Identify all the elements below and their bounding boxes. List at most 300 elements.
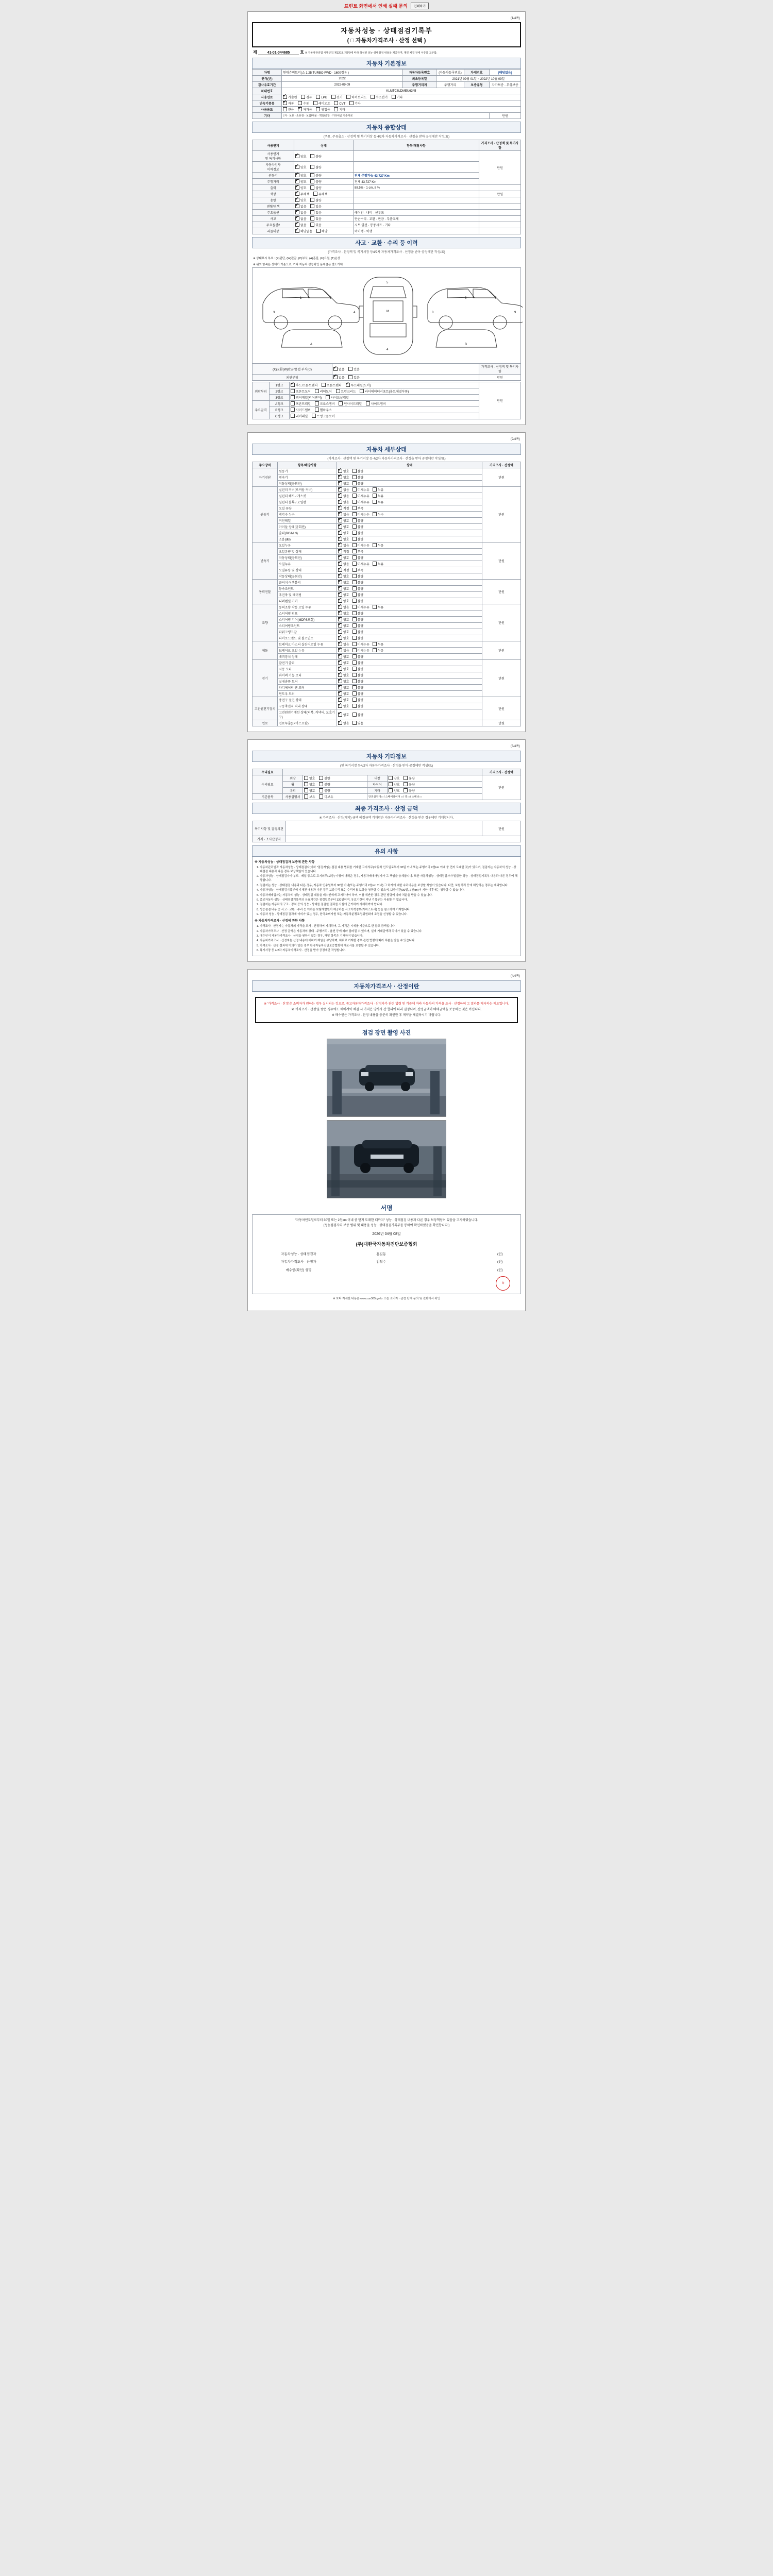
detail-option-없음[interactable]: ✔ 없음 [338,487,349,492]
detail-state-6-4[interactable] [337,685,482,691]
detail-option-없음[interactable]: ✔ 없음 [338,500,349,504]
checkbox-icon[interactable] [338,549,342,553]
detail-state-6-1[interactable] [337,666,482,672]
detail-option-양호[interactable]: ✔ 양호 [338,667,349,671]
detail-option-불량[interactable]: 불량 [352,660,364,665]
table-row [253,573,521,580]
checkbox-icon[interactable] [352,494,357,498]
detail-state-4-2[interactable] [337,617,482,623]
checkbox-icon[interactable] [352,721,357,725]
detail-option-부족[interactable]: 부족 [352,549,364,554]
detail-option-양호[interactable]: ✔ 양호 [338,679,349,684]
detail-option-불량[interactable]: 불량 [352,704,364,708]
accident-legend-state[interactable]: ✔ 없음 있음 [332,364,479,375]
checkbox-icon[interactable] [338,617,342,621]
checkbox-icon[interactable] [338,481,342,485]
checkbox-icon[interactable] [352,648,357,652]
checkbox-icon[interactable] [338,574,342,578]
detail-option-없음[interactable]: ✔ 없음 [338,543,349,548]
detail-item-4-3: 스티어링조인트 [278,623,337,629]
detail-state-5-2[interactable] [337,654,482,660]
trans-option-auto[interactable]: ✔ 자동 [283,101,294,106]
checkbox-icon[interactable] [352,549,357,553]
accident-rank-B-items[interactable]: 사이드멤버 휠하우스 [290,407,479,413]
accident-rank-C: C랭크 [270,413,290,419]
checkbox-icon[interactable] [373,562,377,566]
detail-option-적정[interactable]: ✔ 적정 [338,549,349,554]
detail-state-6-2[interactable] [337,672,482,679]
detail-option-불량[interactable]: 불량 [352,537,364,541]
other-row-2-opts2[interactable]: 양호 불량 [388,788,482,794]
print-button[interactable]: 인쇄하기 [411,3,429,9]
detail-state-1-3[interactable] [337,505,482,512]
detail-option-없음[interactable]: ✔ 없음 [338,642,349,647]
checkbox-icon[interactable] [352,611,357,615]
detail-option-적정[interactable]: ✔ 적정 [338,506,349,511]
checkbox-icon[interactable] [352,623,357,628]
table-row [268,1266,504,1274]
detail-state-8-0[interactable] [337,720,482,726]
detail-option-불량[interactable]: 불량 [352,685,364,690]
detail-option-미세누유[interactable]: 미세누유 [352,562,369,566]
detail-option-미세누유[interactable]: 미세누유 [352,494,369,498]
signature-title: 서명 [380,1204,393,1212]
detail-state-7-1[interactable] [337,703,482,709]
checkbox-icon[interactable] [352,524,357,529]
detail-option-누유[interactable]: 누유 [373,642,384,647]
overall-row-3-label: 주행거리 [253,179,294,185]
detail-option-누수[interactable]: 누수 [373,512,384,517]
other-row-1-opts2[interactable]: 양호 불량 [388,782,482,788]
detail-option-양호[interactable]: ✔ 양호 [338,531,349,535]
trans-option-cvt[interactable]: CVT [334,101,345,106]
detail-option-불량[interactable]: 불량 [352,611,364,616]
detail-state-3-1[interactable] [337,586,482,592]
detail-option-양호[interactable]: ✔ 양호 [338,574,349,579]
checkbox-icon[interactable] [338,630,342,634]
detail-option-부족[interactable]: 부족 [352,568,364,572]
checkbox-icon[interactable] [338,623,342,628]
other-extra: 안전삼각대 □ / 스페어타이어 □ / 잭 □ / 스패너 □ [367,794,482,800]
basic-value-etc-money: 만원 [490,113,521,119]
detail-option-불량[interactable]: 불량 [352,636,364,640]
detail-option-불량[interactable]: 불량 [352,475,364,480]
sign-row-0-value[interactable]: 홍길동 [376,1252,386,1257]
price-row-label: 특기사항 및 감정의견 [253,821,286,836]
trans-option-semi[interactable]: 세미오토 [313,101,330,106]
detail-option-양호[interactable]: ✔ 양호 [338,599,349,603]
checkbox-icon[interactable] [352,518,357,522]
detail-state-3-0[interactable] [337,580,482,586]
detail-option-양호[interactable]: ✔ 양호 [338,475,349,480]
detail-option-양호[interactable]: ✔ 양호 [338,481,349,486]
detail-option-미세누유[interactable]: 미세누유 [352,642,369,647]
detail-state-3-2[interactable] [337,592,482,598]
checkbox-icon[interactable] [338,611,342,615]
detail-option-누유[interactable]: 누유 [373,605,384,609]
detail-option-양호[interactable]: ✔ 양호 [338,660,349,665]
accident-rank-3-items[interactable]: 쿼터패널(리어펜더) 사이드실패널 [290,395,479,401]
checkbox-icon[interactable] [352,500,357,504]
accident-rank-A-items[interactable]: 프론트패널 크로스멤버 인사이드패널 사이드멤버 [290,401,479,407]
detail-option-불량[interactable]: 불량 [352,654,364,659]
checkbox-icon[interactable] [338,605,342,609]
checkbox-icon[interactable] [352,667,357,671]
overall-row-8-state[interactable]: ✔ 없음 있음 [294,210,354,216]
checkbox-icon[interactable] [338,654,342,658]
checkbox-icon[interactable] [352,660,357,665]
price-row-value[interactable] [286,821,482,836]
detail-option-누유[interactable]: 누유 [373,500,384,504]
checkbox-icon[interactable] [338,599,342,603]
detail-option-미세누유[interactable]: 미세누유 [352,500,369,504]
basic-value-vin: KLMTC6LDMEU6345 [282,88,521,94]
accident-rank-C-items[interactable]: 리어패널 트렁크플로어 [290,413,479,419]
detail-option-양호[interactable]: ✔ 양호 [338,636,349,640]
other-row-3-opts[interactable]: 보유 미보유 [303,794,367,800]
checkbox-icon[interactable] [373,512,377,516]
detail-state-6-5[interactable] [337,691,482,697]
detail-state-5-1[interactable] [337,648,482,654]
detail-option-양호[interactable]: ✔ 양호 [338,592,349,597]
detail-item-8-0: 연료누출(LP가스포함) [278,720,337,726]
overall-note-i [479,228,521,234]
detail-option-양호[interactable]: ✔ 양호 [338,586,349,591]
checkbox-icon[interactable] [352,506,357,510]
checkbox-icon[interactable] [338,555,342,560]
other-row-1-opts[interactable]: 양호 불량 [303,782,367,788]
checkbox-icon[interactable] [352,691,357,696]
detail-state-7-2[interactable] [337,709,482,720]
checkbox-icon[interactable] [352,673,357,677]
detail-option-양호[interactable]: ✔ 양호 [338,524,349,529]
accident-legend-state2[interactable]: ✔ 없음 있음 [332,375,479,381]
detail-option-불량[interactable]: 불량 [352,481,364,486]
checkbox-icon[interactable] [338,642,342,646]
checkbox-icon[interactable] [338,691,342,696]
table-row [253,679,521,685]
detail-state-6-0[interactable] [337,660,482,666]
table-row [253,666,521,672]
detail-option-없음[interactable]: ✔ 없음 [338,605,349,609]
detail-option-불량[interactable]: 불량 [352,630,364,634]
detail-option-양호[interactable]: ✔ 양호 [338,673,349,677]
checkbox-icon[interactable] [373,500,377,504]
caution-g2-list [260,925,518,953]
fuel-option-hybrid[interactable]: 하이브리드 [346,95,366,99]
detail-state-2-3[interactable] [337,561,482,567]
checkbox-icon[interactable] [338,524,342,529]
checkbox-icon[interactable] [352,617,357,621]
checkbox-icon[interactable] [373,642,377,646]
detail-state-1-1[interactable] [337,493,482,499]
checkbox-icon[interactable] [338,586,342,590]
price-row2-value[interactable] [286,836,521,842]
checkbox-icon[interactable] [338,580,342,584]
fuel-option-diesel[interactable]: 경유 [301,95,312,99]
detail-option-양호[interactable]: ✔ 양호 [338,698,349,702]
overall-row-10-label: 주요옵션2 [253,222,294,228]
checkbox-icon[interactable] [352,636,357,640]
detail-option-누유[interactable]: 누유 [373,562,384,566]
checkbox-icon[interactable] [338,562,342,566]
fuel-option-hydrogen[interactable]: 수소전기 [371,95,388,99]
checkbox-icon[interactable] [338,506,342,510]
checkbox-icon[interactable] [352,630,357,634]
usage-option-etc[interactable]: 기타 [334,107,345,112]
detail-option-불량[interactable]: 불량 [352,574,364,579]
fuel-option-electric[interactable]: 전기 [331,95,343,99]
checkbox-icon[interactable] [338,537,342,541]
detail-option-불량[interactable]: 불량 [352,580,364,585]
overall-row-11-state[interactable]: ✔ 해당없음 해당 [294,228,354,234]
checkbox-icon[interactable] [352,592,357,597]
checkbox-icon[interactable] [352,704,357,708]
detail-option-누유[interactable]: 누유 [373,648,384,653]
checkbox-icon[interactable] [338,494,342,498]
checkbox-icon[interactable] [338,487,342,492]
detail-option-미세누유[interactable]: 미세누유 [352,605,369,609]
usage-option-public[interactable]: 관용 [283,107,294,112]
checkbox-icon[interactable] [338,679,342,683]
checkbox-icon[interactable] [352,605,357,609]
detail-state-5-0[interactable] [337,641,482,648]
checkbox-icon[interactable] [352,537,357,541]
overall-row-0-state[interactable]: ✔양호 불량 [294,151,354,162]
detail-state-4-5[interactable] [337,635,482,641]
checkbox-icon[interactable] [338,713,342,717]
detail-option-부족[interactable]: 부족 [352,506,364,511]
detail-state-7-0[interactable] [337,697,482,703]
checkbox-icon[interactable] [338,636,342,640]
checkbox-icon[interactable] [338,721,342,725]
detail-state-3-3[interactable] [337,598,482,604]
overall-row-1-state[interactable]: ✔양호 불량 [294,162,354,173]
detail-option-양호[interactable]: ✔ 양호 [338,469,349,473]
detail-option-불량[interactable]: 불량 [352,617,364,622]
overall-row-5-state[interactable]: ✔ 무채색 유채색 [294,191,354,197]
detail-option-미세누유[interactable]: 미세누유 [352,543,369,548]
caution-g1-title: ※ 자동차성능 · 상태점검자 보증에 관한 사항 [255,861,315,864]
detail-option-불량[interactable]: 불량 [352,592,364,597]
overall-row-1-detail [354,162,479,173]
usage-option-business[interactable]: 영업용 [316,107,330,112]
detail-state-1-2[interactable] [337,499,482,505]
overall-row-9-state[interactable]: ✔ 없음 있음 [294,216,354,222]
accident-rank-1-items[interactable]: ✔ 후드/프론트펜더 프론트펜더 ✔ 루프패널(도어) [290,382,479,388]
checkbox-icon[interactable] [352,481,357,485]
checkbox-icon[interactable] [352,599,357,603]
table-row [253,555,521,561]
checkbox-icon[interactable] [352,654,357,658]
checkbox-icon[interactable] [352,555,357,560]
detail-item-4-4: 파워크랭크암 [278,629,337,635]
detail-option-미세누유[interactable]: 미세누유 [352,487,369,492]
detail-state-1-7[interactable] [337,530,482,536]
checkbox-icon[interactable] [352,713,357,717]
fuel-option-etc[interactable]: 기타 [392,95,403,99]
checkbox-icon[interactable] [338,543,342,547]
detail-option-양호[interactable]: ✔ 양호 [338,704,349,708]
checkbox-icon[interactable] [352,580,357,584]
other-row-2-opts[interactable]: 양호 불량 [303,788,367,794]
checkbox-icon[interactable] [373,605,377,609]
detail-option-양호[interactable]: ✔ 양호 [338,623,349,628]
detail-option-없음[interactable]: ✔ 없음 [338,562,349,566]
detail-option-불량[interactable]: 불량 [352,673,364,677]
detail-state-1-0[interactable] [337,487,482,493]
detail-state-1-6[interactable] [337,524,482,530]
detail-option-없음[interactable]: ✔ 없음 [338,512,349,517]
fuel-option-gasoline[interactable]: ✔ 가솔린 [283,95,297,99]
overall-row-2-state[interactable]: ✔ 양호 불량 [294,173,354,179]
checkbox-icon[interactable] [338,475,342,479]
checkbox-icon[interactable] [373,494,377,498]
checkbox-icon[interactable] [352,698,357,702]
detail-option-누유[interactable]: 누유 [373,494,384,498]
detail-state-2-1[interactable] [337,549,482,555]
checkbox-icon[interactable] [352,574,357,578]
detail-option-불량[interactable]: 불량 [352,691,364,696]
detail-state-2-5[interactable] [337,573,482,580]
checkbox-icon[interactable] [338,685,342,689]
other-row-0-opts2[interactable]: 양호 불량 [388,775,482,782]
detail-option-양호[interactable]: ✔양호 [338,713,349,717]
checkbox-icon[interactable] [338,568,342,572]
checkbox-icon[interactable] [338,518,342,522]
detail-option-불량[interactable]: 불량 [352,667,364,671]
detail-state-4-0[interactable] [337,604,482,611]
detail-state-1-8[interactable] [337,536,482,543]
checkbox-icon[interactable] [352,685,357,689]
checkbox-icon[interactable] [338,469,342,473]
usage-option-private[interactable]: ✔ 자가용 [298,107,312,112]
detail-state-0-2[interactable] [337,481,482,487]
detail-option-있음[interactable]: 있음 [352,721,364,725]
detail-state-4-3[interactable] [337,623,482,629]
sheet-page-4 [247,969,526,1311]
sign-row-1-value[interactable]: 김철수 [376,1260,386,1264]
checkbox-icon[interactable] [352,531,357,535]
detail-option-불량[interactable]: 불량 [352,555,364,560]
detail-option-누유[interactable]: 누유 [373,543,384,548]
checkbox-icon[interactable] [338,704,342,708]
detail-option-양호[interactable]: ✔ 양호 [338,685,349,690]
detail-option-없음[interactable]: ✔ 없음 [338,494,349,498]
detail-option-양호[interactable]: ✔ 양호 [338,654,349,659]
detail-state-2-0[interactable] [337,543,482,549]
checkbox-icon[interactable] [373,648,377,652]
detail-state-6-3[interactable] [337,679,482,685]
detail-option-양호[interactable]: ✔ 양호 [338,630,349,634]
checkbox-icon[interactable] [352,487,357,492]
basic-label-warranty: 보증유형 [464,82,490,88]
detail-state-4-1[interactable] [337,611,482,617]
checkbox-icon[interactable] [338,667,342,671]
overall-row-10-state[interactable]: ✔ 없음 있음 [294,222,354,228]
other-row-0-opts[interactable]: 양호 불량 [303,775,367,782]
overall-row-3-state[interactable]: ✔ 양호 불량 [294,179,354,185]
detail-option-미세누수[interactable]: 미세누수 [352,512,369,517]
detail-option-불량[interactable]: 불량 [352,518,364,523]
detail-option-불량[interactable]: 불량 [352,698,364,702]
detail-option-불량[interactable]: 불량 [352,599,364,603]
detail-state-1-5[interactable] [337,518,482,524]
checkbox-icon[interactable] [352,469,357,473]
overall-row-6-state[interactable]: ✔ 양호 불량 [294,197,354,204]
checkbox-icon[interactable] [338,660,342,665]
detail-option-양호[interactable]: ✔ 양호 [338,518,349,523]
trans-option-etc[interactable]: 기타 [349,101,361,106]
table-row [253,629,521,635]
detail-option-불량[interactable]: 불량 [352,524,364,529]
overall-row-7-state[interactable]: ✔ 없음 있음 [294,204,354,210]
section-price-title: 최종 가격조사 · 산정 금액 [252,803,521,814]
checkbox-icon[interactable] [352,562,357,566]
detail-state-4-4[interactable] [337,629,482,635]
detail-option-양호[interactable]: ✔ 양호 [338,617,349,622]
detail-state-0-1[interactable] [337,474,482,481]
detail-state-2-2[interactable] [337,555,482,561]
checkbox-icon[interactable] [338,512,342,516]
detail-state-0-0[interactable] [337,468,482,474]
checkbox-icon[interactable] [352,543,357,547]
detail-table [252,462,521,726]
detail-group-4: 조향 [253,604,278,641]
checkbox-icon[interactable] [352,586,357,590]
checkbox-icon[interactable] [352,679,357,683]
detail-option-불량[interactable]: 불량 [352,469,364,473]
detail-option-누유[interactable]: 누유 [373,487,384,492]
checkbox-icon[interactable] [338,673,342,677]
checkbox-icon[interactable] [352,475,357,479]
detail-option-없음[interactable]: ✔ 없음 [338,721,349,725]
detail-option-적정[interactable]: ✔ 적정 [338,568,349,572]
detail-option-불량[interactable]: 불량 [352,679,364,684]
detail-state-2-4[interactable] [337,567,482,573]
trans-option-manual[interactable]: 수동 [298,101,309,106]
checkbox-icon[interactable] [352,568,357,572]
overall-row-4-state[interactable]: ✔ 양호 불량 [294,185,354,191]
detail-option-불량[interactable]: 불량 [352,623,364,628]
detail-option-양호[interactable]: ✔ 양호 [338,555,349,560]
detail-option-양호[interactable]: ✔ 양호 [338,580,349,585]
detail-option-불량[interactable]: 불량 [352,713,364,717]
detail-option-없음[interactable]: ✔ 없음 [338,648,349,653]
checkbox-icon[interactable] [338,531,342,535]
checkbox-icon[interactable] [373,487,377,492]
detail-state-1-4[interactable] [337,512,482,518]
fuel-option-lpg[interactable]: LPG [316,95,327,99]
detail-option-미세누유[interactable]: 미세누유 [352,648,369,653]
detail-option-양호[interactable]: ✔ 양호 [338,537,349,541]
checkbox-icon[interactable] [338,592,342,597]
overall-row-11-label: 리콜대상 [253,228,294,234]
caution-item-2: 3. 점검자는 성능 · 상태점검 내용과 다른 경우, 자동차 인수일부터 30일 이내(또는 주행거리 2천km 이내) 그 하자에 대한 수리비용을 보상할 책임이 있습니다. 다만, 보험처리 등에 해당하는 경우는 제외합니다. [260,884,518,888]
detail-option-양호[interactable]: ✔ 양호 [338,691,349,696]
detail-option-양호[interactable]: ✔ 양호 [338,611,349,616]
detail-option-불량[interactable]: 불량 [352,531,364,535]
sign-row-2-value[interactable] [328,1266,433,1274]
checkbox-icon[interactable] [373,543,377,547]
checkbox-icon[interactable] [338,648,342,652]
checkbox-icon[interactable] [338,500,342,504]
checkbox-icon[interactable] [352,642,357,646]
checkbox-icon[interactable] [352,512,357,516]
checkbox-icon[interactable] [338,698,342,702]
accident-rank-2-items[interactable]: 프론트도어 리어도어 트렁크리드 라디에이터서포트(볼트체결부품) [290,388,479,395]
detail-option-불량[interactable]: 불량 [352,586,364,591]
